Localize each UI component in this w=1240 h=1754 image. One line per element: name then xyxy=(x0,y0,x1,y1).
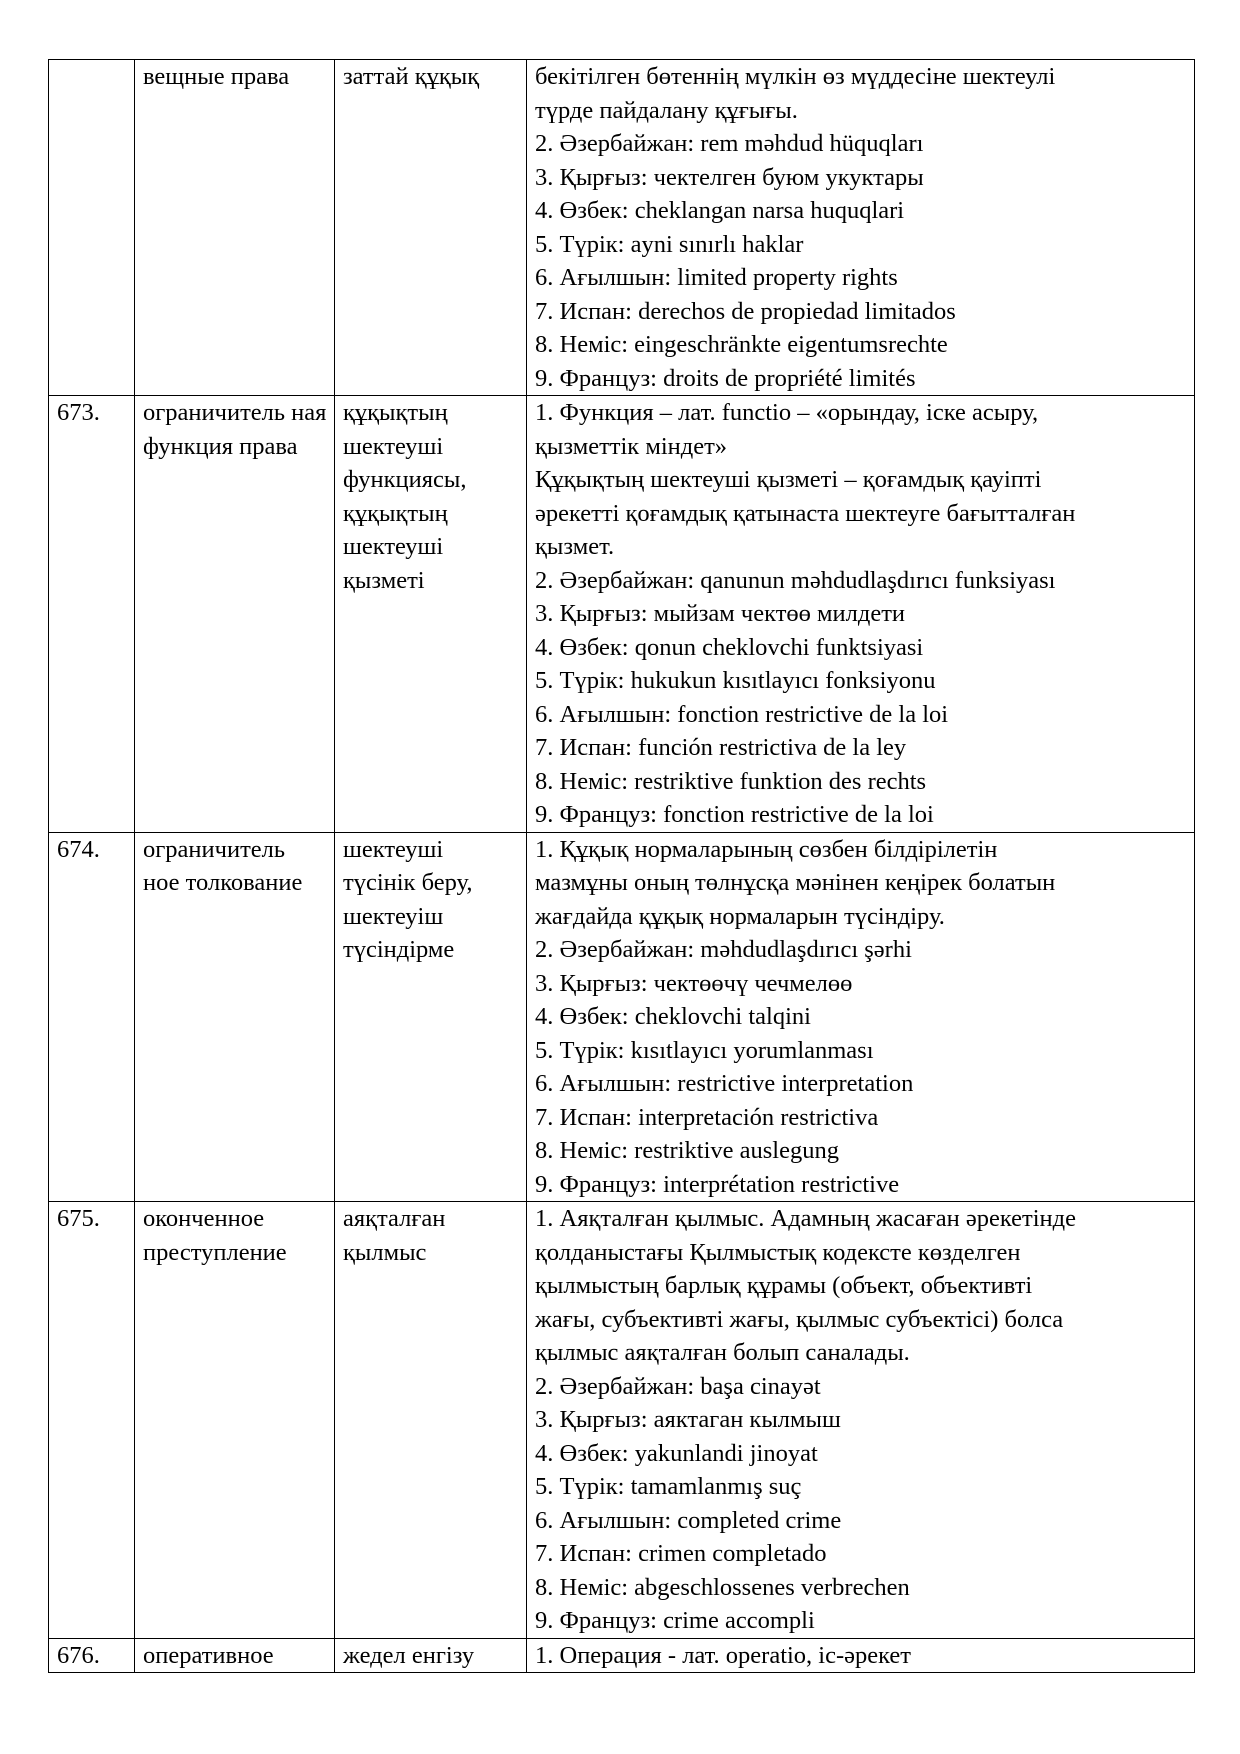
definition-line: түрде пайдалану құғығы. xyxy=(535,96,798,124)
translation-line: 7. Испан: función restrictiva de la ley xyxy=(535,734,907,761)
definition-line: жағдайда құқық нормаларын түсіндіру. xyxy=(535,902,945,930)
translation-line: 9. Француз: interprétation restrictive xyxy=(535,1170,900,1198)
translation-line: 8. Неміс: eingeschränkte eigentumsrechte xyxy=(535,331,948,358)
translation-line: 6. Ағылшын: limited property rights xyxy=(535,264,898,291)
translation-line: 9. Француз: droits de propriété limités xyxy=(535,364,916,392)
definition-line: қызметтік міндет» xyxy=(535,432,728,460)
kazakh-term xyxy=(335,396,527,833)
definition-line: Құқықтың шектеуші қызметі – қоғамдық қауіпті xyxy=(535,466,1042,493)
definition-line: қызмет. xyxy=(535,533,615,560)
entry-number-text: 673. xyxy=(57,399,100,426)
entry-number-text: 676. xyxy=(57,1641,100,1669)
kazakh-term-text: аяқталған қылмыс xyxy=(343,1205,446,1266)
entry-number-text: 675. xyxy=(57,1205,100,1232)
definition-cell xyxy=(527,832,1195,1202)
translation-line: 3. Қырғыз: аяктаган кылмыш xyxy=(535,1406,841,1433)
definition-line: бекітілген бөтеннің мүлкін өз мүддесіне шектеулі xyxy=(535,63,1056,90)
translation-line: 5. Түрік: ayni sınırlı haklar xyxy=(535,230,804,258)
translation-line: 5. Түрік: kısıtlayıcı yorumlanması xyxy=(535,1036,874,1064)
definition-line: 1. Құқық нормаларының сөзбен білдірілетін xyxy=(535,835,998,863)
translation-line: 2. Әзербайжан: başa cinayət xyxy=(535,1372,821,1400)
entry-number xyxy=(49,1202,135,1639)
translation-line: 3. Қырғыз: чектелген буюм укуктары xyxy=(535,163,924,191)
russian-term-text: оконченное преступление xyxy=(143,1205,287,1266)
definition-cell xyxy=(527,396,1195,833)
translation-line: 4. Өзбек: cheklangan narsa huquqlari xyxy=(535,197,905,224)
table-row xyxy=(49,396,1195,833)
definition-line: қолданыстағы Қылмыстық кодексте көзделген xyxy=(535,1238,1021,1266)
table-row xyxy=(49,1638,1195,1673)
entry-number-text: 674. xyxy=(57,835,100,863)
russian-term xyxy=(135,832,335,1202)
kazakh-term xyxy=(335,832,527,1202)
entry-number xyxy=(49,832,135,1202)
translation-line: 3. Қырғыз: чектөөчү чечмелөө xyxy=(535,969,853,997)
kazakh-term xyxy=(335,60,527,396)
definition-cell xyxy=(527,60,1195,396)
translation-line: 2. Әзербайжан: qanunun məhdudlaşdırıcı funksiyası xyxy=(535,566,1056,594)
translation-line: 6. Ағылшын: completed crime xyxy=(535,1506,842,1534)
translation-line: 6. Ағылшын: fonction restrictive de la loi xyxy=(535,700,949,728)
translation-line: 9. Француз: fonction restrictive de la loi xyxy=(535,801,934,828)
definition-line: 1. Аяқталған қылмыс. Адамның жасаған әрекетінде xyxy=(535,1205,1077,1232)
kazakh-term-text: заттай құқық xyxy=(343,63,480,90)
russian-term xyxy=(135,1202,335,1639)
glossary-table xyxy=(48,59,1195,1673)
definition-line: жағы, субъективті жағы, қылмыс субъектісі) болса xyxy=(535,1305,1064,1333)
entry-number xyxy=(49,60,135,396)
entry-number xyxy=(49,396,135,833)
translation-line: 8. Неміс: restriktive funktion des rechts xyxy=(535,767,927,795)
russian-term xyxy=(135,1638,335,1673)
translation-line: 7. Испан: crimen completado xyxy=(535,1540,827,1567)
definition-line: қылмыс аяқталған болып саналады. xyxy=(535,1339,910,1366)
translation-line: 8. Неміс: abgeschlossenes verbrechen xyxy=(535,1573,910,1601)
translation-line: 5. Түрік: tamamlanmış suç xyxy=(535,1473,802,1500)
translation-line: 2. Әзербайжан: rem məhdud hüquqları xyxy=(535,130,924,157)
table-row xyxy=(49,60,1195,396)
russian-term xyxy=(135,396,335,833)
kazakh-term-text: шектеуші түсінік беру, шектеуіш түсіндірме xyxy=(343,835,473,963)
kazakh-term-text: жедел енгізу xyxy=(343,1641,475,1669)
translation-line: 3. Қырғыз: мыйзам чектөө милдети xyxy=(535,600,906,627)
translation-line: 5. Түрік: hukukun kısıtlayıcı fonksiyonu xyxy=(535,667,936,694)
definition-cell xyxy=(527,1638,1195,1673)
kazakh-term xyxy=(335,1638,527,1673)
russian-term-text: ограничитель ное толкование xyxy=(143,835,303,896)
translation-line: 4. Өзбек: qonun cheklovchi funktsiyasi xyxy=(535,633,924,661)
kazakh-term-text: құқықтың шектеуші функциясы, құқықтың шектеуші қызметі xyxy=(343,399,467,594)
table-row xyxy=(49,1202,1195,1639)
russian-term-text: оперативное xyxy=(143,1641,274,1669)
glossary-body xyxy=(49,60,1195,1673)
translation-line: 7. Испан: derechos de propiedad limitados xyxy=(535,297,956,325)
russian-term xyxy=(135,60,335,396)
translation-line: 8. Неміс: restriktive auslegung xyxy=(535,1137,839,1164)
translation-line: 6. Ағылшын: restrictive interpretation xyxy=(535,1070,914,1097)
definition-line: 1. Функция – лат. functio – «орындау, іске асыру, xyxy=(535,399,1039,426)
definition-line: әрекетті қоғамдық қатынаста шектеуге бағытталған xyxy=(535,499,1076,527)
entry-number xyxy=(49,1638,135,1673)
definition-line: мазмұны оның төлнұсқа мәнінен кеңірек болатын xyxy=(535,869,1056,896)
translation-line: 9. Француз: crime accompli xyxy=(535,1607,815,1634)
definition-line: 1. Операция - лат. operatio, іс-әрекет xyxy=(535,1641,912,1669)
translation-line: 4. Өзбек: yakunlandi jinoyat xyxy=(535,1439,818,1467)
table-row xyxy=(49,832,1195,1202)
translation-line: 4. Өзбек: cheklovchi talqini xyxy=(535,1003,811,1030)
translation-line: 7. Испан: interpretación restrictiva xyxy=(535,1103,879,1131)
definition-line: қылмыстың барлық құрамы (объект, объективті xyxy=(535,1272,1033,1299)
kazakh-term xyxy=(335,1202,527,1639)
definition-cell xyxy=(527,1202,1195,1639)
russian-term-text: ограничитель ная функция права xyxy=(143,399,327,460)
russian-term-text: вещные права xyxy=(143,63,290,90)
translation-line: 2. Әзербайжан: məhdudlaşdırıcı şərhi xyxy=(535,936,912,963)
